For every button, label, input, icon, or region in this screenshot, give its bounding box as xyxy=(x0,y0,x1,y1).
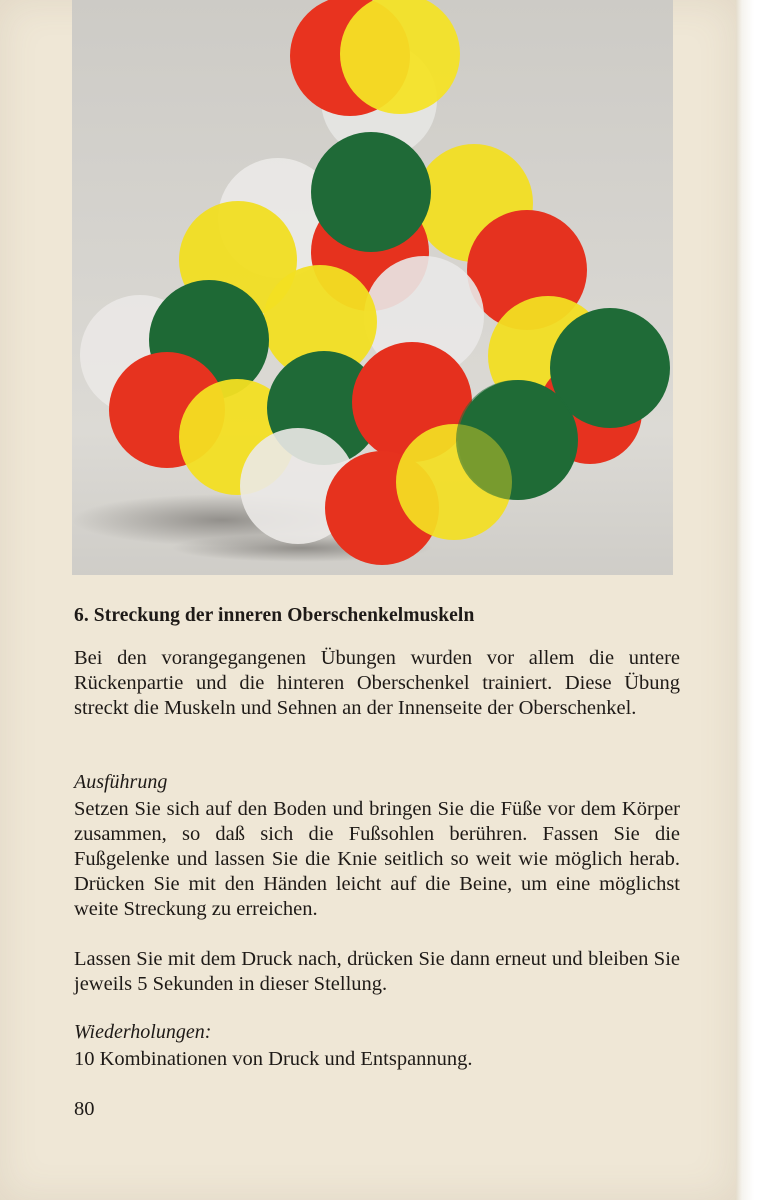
execution-paragraph-2: Lassen Sie mit dem Druck nach, drücken Sie dann erneut und bleiben Sie jeweils 5 Sekunden in dieser Stellung. xyxy=(74,948,680,995)
page-edge xyxy=(736,0,782,1200)
colored-discs-sculpture-icon xyxy=(72,0,673,575)
intro-paragraph: Bei den vorangegangenen Übungen wurden vor allem die untere Rückenpartie und die hinteren Oberschenkel trainiert. Diese Übung streckt die Muskeln und Sehnen an der Innenseite der Oberschenkel. xyxy=(74,647,680,719)
disc xyxy=(456,380,576,500)
disc-stack xyxy=(80,0,670,565)
execution-title: Ausführung xyxy=(74,771,168,793)
repetitions-title: Wiederholungen: xyxy=(74,1021,212,1043)
execution-paragraph-1: Setzen Sie sich auf den Boden und bringen Sie die Füße vor dem Körper zusammen, so daß sich die Fußsohlen berühren. Fassen Sie die Fußgelenke und lassen Sie die Knie seitlich so weit wie möglich herab. Drücken Sie mit den Händen leicht auf die Beine, um eine möglichst weite Streckung zu erreichen. xyxy=(74,798,680,920)
photo-colored-discs xyxy=(72,0,673,575)
page-number: 80 xyxy=(74,1098,95,1120)
section-heading: 6. Streckung der inneren Oberschenkelmuskeln xyxy=(74,605,475,626)
repetitions-text: 10 Kombinationen von Druck und Entspannung. xyxy=(74,1048,473,1070)
disc xyxy=(311,132,431,252)
